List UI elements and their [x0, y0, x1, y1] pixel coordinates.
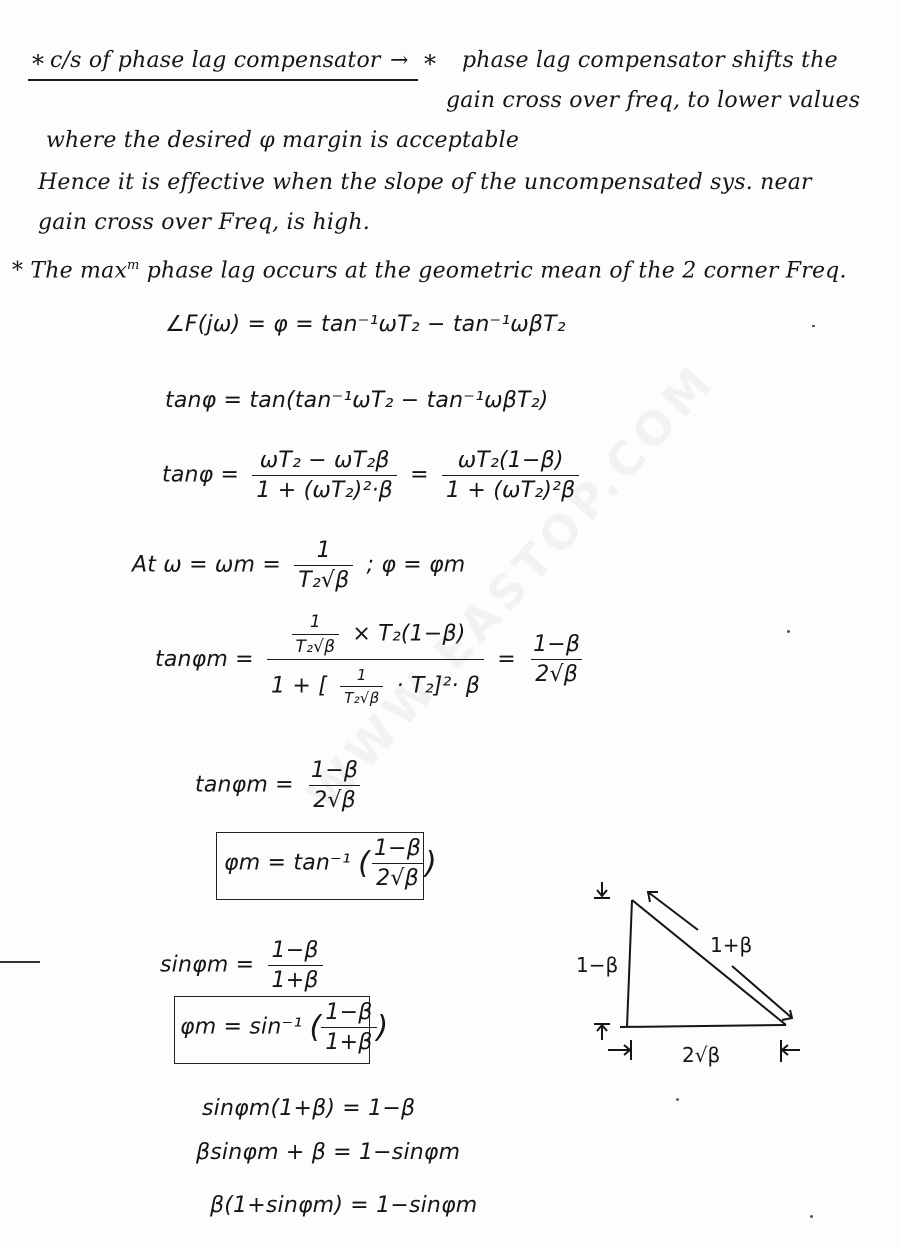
- scan-speck: [810, 1215, 813, 1218]
- scan-speck: [676, 1098, 679, 1101]
- base-label: 2√β: [682, 1043, 721, 1067]
- equation-sin-phi-m: [160, 938, 329, 993]
- eq3-frac2-denominator: 1 + (ωT₂)²β: [442, 475, 579, 503]
- equation-step-2: βsinφm + β = 1−sinφm: [196, 1140, 461, 1165]
- eq6-lhs: tanφm =: [195, 772, 294, 798]
- eq5-den-inner-num: 1: [356, 666, 367, 684]
- heading-underline: [28, 79, 418, 81]
- eq3-fraction-2: [442, 448, 579, 503]
- scan-speck: [812, 325, 815, 327]
- equation-tan-phi-m-derivation: [155, 612, 590, 707]
- point-bullet: *: [424, 50, 437, 78]
- heading-title: c/s of phase lag compensator: [50, 48, 381, 73]
- point2-text-post: phase lag occurs at the geometric mean of the 2 corner Freq.: [139, 258, 847, 284]
- eq5-inner-den: T₂√β: [292, 634, 340, 657]
- eq5-num-rest: × T₂(1−β): [352, 621, 466, 647]
- boxed-equation-tan: φm = tan⁻¹ ( $\frac{1-\beta}{2√\beta}$ ): [224, 836, 437, 891]
- eq5-inner-num: 1: [309, 612, 321, 632]
- eq3-frac2-numerator: ωT₂(1−β): [457, 448, 564, 473]
- hypotenuse-label: 1+β: [710, 933, 753, 957]
- heading-arrow: →: [390, 48, 409, 73]
- paragraph-line-1: where the desired φ margin is acceptable: [46, 128, 520, 153]
- equation-step-1: sinφm(1+β) = 1−β: [202, 1096, 416, 1121]
- paragraph-line-3: gain cross over Freq, is high.: [38, 210, 370, 235]
- eq7-den: 1+β: [268, 965, 323, 993]
- boxed-equation-sin: φm = sin⁻¹ ( $\frac{1-\beta}{1+\beta}$ ): [180, 1000, 389, 1055]
- scan-speck: [787, 630, 790, 633]
- eq5-lhs: tanφm =: [155, 647, 254, 672]
- vertical-side-label: 1−β: [576, 953, 619, 977]
- eq6-num: 1−β: [311, 758, 359, 783]
- heading-bullet: *: [32, 50, 45, 78]
- eq5-result-num: 1−β: [533, 632, 581, 657]
- eq5-den-post: · T₂]²· β: [396, 673, 481, 699]
- eq7-num: 1−β: [271, 938, 319, 963]
- eq5-big-fraction: [267, 612, 484, 707]
- eq6-den: 2√β: [309, 785, 360, 813]
- equation-omega-m: [132, 538, 465, 593]
- paragraph-line-2: Hence it is effective when the slope of the uncompensated sys. near: [38, 170, 812, 195]
- boxed2-fraction: [321, 1000, 376, 1055]
- eq3-equals: =: [410, 462, 429, 488]
- eq5-inner-fraction: [292, 612, 340, 657]
- eq4-rhs: ; φ = φm: [366, 552, 466, 578]
- equation-tan-phi-m: [195, 758, 368, 813]
- eq4-lhs: At ω = ωm =: [132, 552, 281, 578]
- point2-line: [12, 258, 847, 283]
- boxed1-fraction: [370, 836, 425, 891]
- eq3-frac1-numerator: ωT₂ − ωT₂β: [259, 448, 390, 473]
- eq3-frac1-denominator: 1 + (ωT₂)²·β: [252, 475, 397, 503]
- eq5-denominator: [267, 659, 484, 707]
- point2-bullet: *: [12, 258, 24, 284]
- eq5-den-inner-den: T₂√β: [340, 686, 383, 707]
- equation-tan-phi: tanφ = tan(tan⁻¹ωT₂ − tan⁻¹ωβT₂): [165, 388, 549, 413]
- point-line-2: gain cross over freq, to lower values: [446, 88, 861, 113]
- equation-step-3: β(1+sinφm) = 1−sinφm: [210, 1193, 478, 1218]
- boxed2-lhs: φm = sin⁻¹: [180, 1014, 303, 1040]
- boxed2-den: 1+β: [321, 1027, 376, 1055]
- eq5-den-pre: 1 + [: [271, 673, 328, 699]
- eq3-lhs: tanφ =: [162, 462, 240, 488]
- eq7-lhs: sinφm =: [160, 952, 255, 978]
- eq5-result: [529, 632, 584, 687]
- eq5-equals: =: [497, 647, 516, 672]
- margin-dash: [0, 961, 40, 963]
- point-line-1: phase lag compensator shifts the: [462, 48, 838, 73]
- eq4-denominator: T₂√β: [294, 565, 353, 593]
- boxed1-den: 2√β: [372, 863, 423, 891]
- equation-tan-phi-expanded: [162, 448, 585, 503]
- right-triangle-diagram: [570, 870, 820, 1080]
- eq7-fraction: [268, 938, 323, 993]
- eq5-den-inner-fraction: [340, 666, 383, 707]
- boxed1-lhs: φm = tan⁻¹: [224, 850, 351, 876]
- equation-phase-angle: ∠F(jω) = φ = tan⁻¹ωT₂ − tan⁻¹ωβT₂: [165, 312, 566, 337]
- point2-text-pre: The max: [30, 258, 128, 284]
- boxed2-num: 1−β: [325, 1000, 373, 1025]
- eq6-fraction: [307, 758, 362, 813]
- eq3-fraction-1: [252, 448, 397, 503]
- eq4-numerator: 1: [316, 538, 331, 563]
- point2-sup: m: [127, 258, 140, 273]
- boxed1-num: 1−β: [373, 836, 422, 861]
- eq5-numerator: [282, 612, 470, 659]
- eq5-result-den: 2√β: [531, 659, 582, 687]
- eq4-fraction: [294, 538, 353, 593]
